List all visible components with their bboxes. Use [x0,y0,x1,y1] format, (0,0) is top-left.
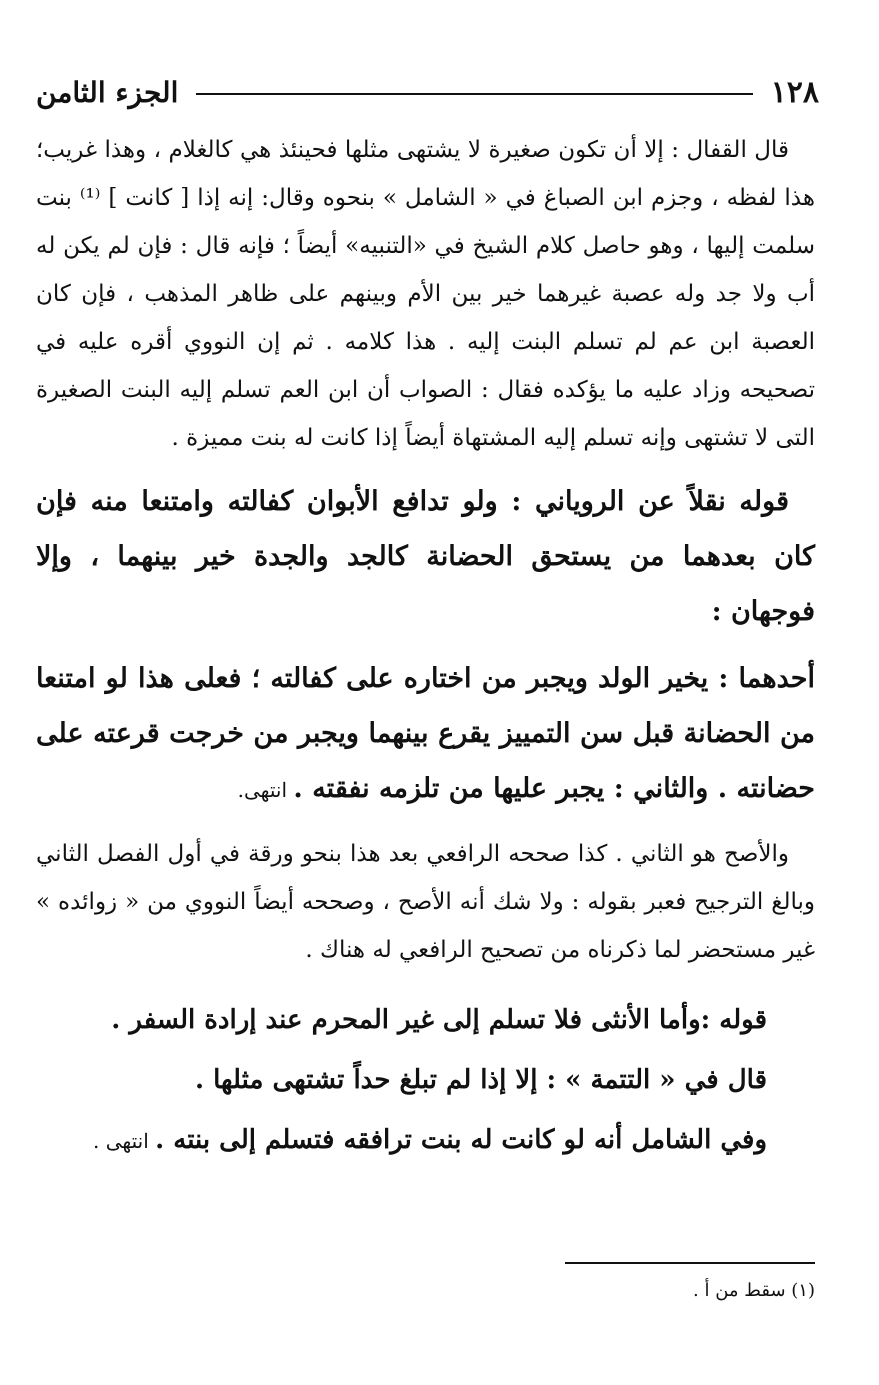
two-views-end: انتهى. [237,778,294,802]
quote-lines [36,990,815,1171]
quote-line-shamil [36,1110,815,1171]
page-body [36,126,815,1171]
quote-line-female: قوله :وأما الأنثى فلا تسلم إلى غير المحرم عند إرادة السفر . [111,1005,767,1035]
page-header [36,72,819,112]
shamil-text: وفي الشامل أنه لو كانت له بنت ترافقه فتسلم إلى بنته . [155,1125,767,1155]
quote-line-tatimma: قال في « التتمة » : إلا إذا لم تبلغ حداً تشتهى مثلها . [195,1065,767,1095]
paragraph-two-views [36,651,815,818]
shamil-end: انتهى . [93,1129,156,1153]
two-views-text: أحدهما : يخير الولد ويجبر من اختاره على كفالته ؛ فعلى هذا لو امتنعا من الحضانة قبل سن التمييز يقرع بينهما ويجبر من خرجت قرعته على حضانته . والثاني : يجبر عليها من تلزمه نفقته . [36,663,815,804]
header-rule [196,93,752,95]
page-number: ١٢٨ [770,74,819,110]
paragraph-rowyani-quote: قوله نقلاً عن الروياني : ولو تدافع الأبوان كفالته وامتنعا منه فإن كان بعدهما من يستحق الحضانة كالجد والجدة خير بينهما ، وإلا فوجهان : [36,486,815,627]
running-title: الجزء الثامن [36,75,179,109]
footnote-rule [565,1262,815,1264]
paragraph-qaffal: قال القفال : إلا أن تكون صغيرة لا يشتهى مثلها فحينئذ هي كالغلام ، وهذا غريب؛ هذا لفظه ، وجزم ابن الصباغ في « الشامل » بنحوه وقال: إنه إذا [ كانت ] ⁽¹⁾ بنت سلمت إليها ، وهو حاصل كلام الشيخ في «التنبيه» أيضاً ؛ فإنه قال : فإن لم يكن له أب ولا جد وله عصبة غيرهما خير بين الأم وبينهم على ظاهر المذهب ، فإن كان العصبة ابن عم لم تسلم البنت إليه . هذا كلامه . ثم إن النووي أقره عليه في تصحيحه وزاد عليه ما يؤكده فقال : الصواب أن ابن العم تسلم إليه البنت الصغيرة التى لا تشتهى وإنه تسلم إليه المشتهاة أيضاً إذا كانت له بنت مميزة . [36,137,815,451]
footnote: (١) سقط من أ . [693,1280,815,1301]
paragraph-correct-view: والأصح هو الثاني . كذا صححه الرافعي بعد هذا بنحو ورقة في أول الفصل الثاني وبالغ الترجيح فعبر بقوله : ولا شك أنه الأصح ، وصححه أيضاً النووي من « زوائده » غير مستحضر لما ذكرناه من تصحيح الرافعي له هناك . [36,841,815,963]
